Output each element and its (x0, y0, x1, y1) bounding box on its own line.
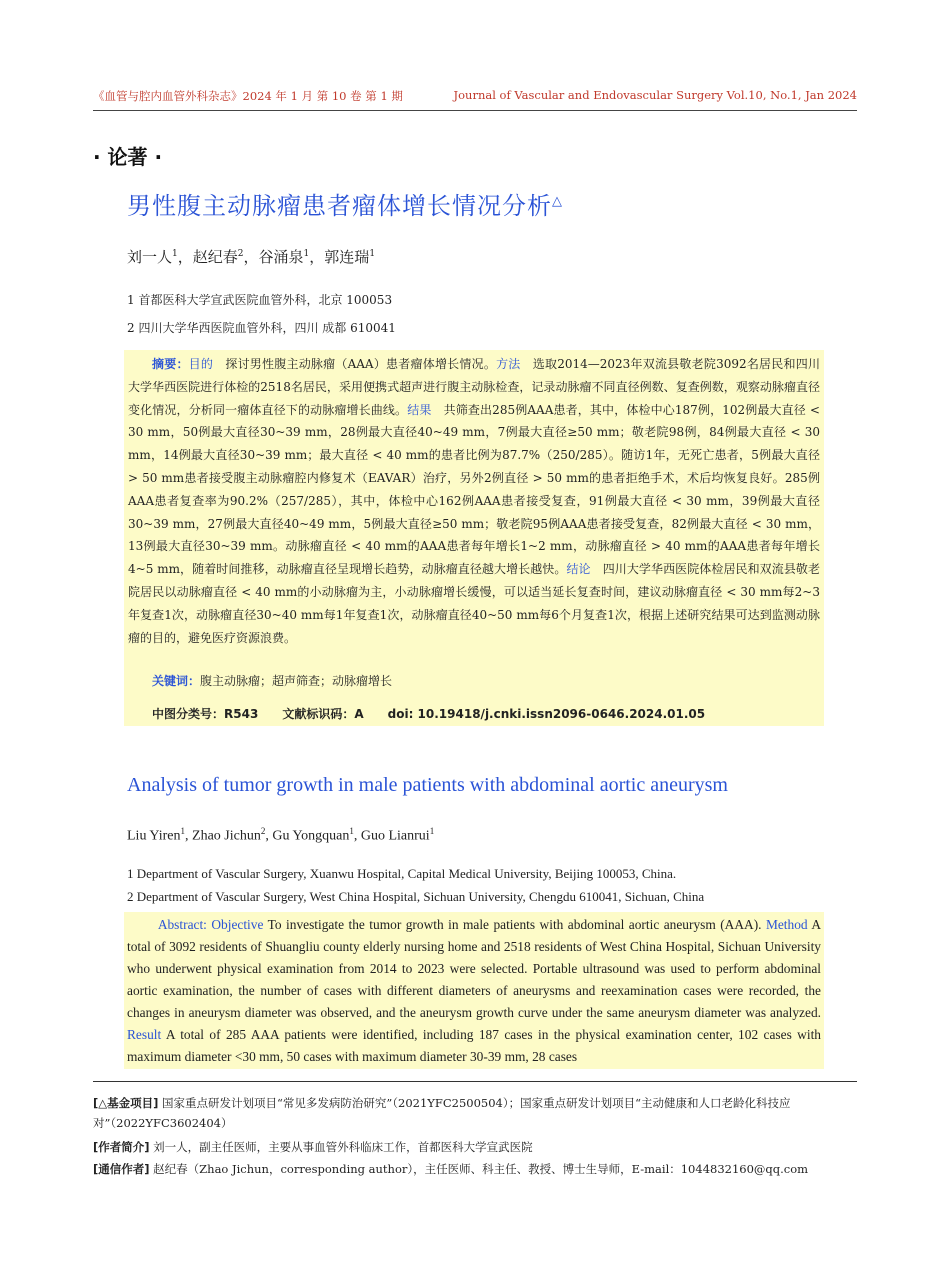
conclusion-text: 四川大学华西医院体检居民和双流县敬老院居民以动脉瘤直径 < 40 mm的小动脉瘤为主，小动脉瘤增长缓慢，可以适当延长复查时间，建议动脉瘤直径 < 30 mm每2~3年复查1次，动脉瘤直径30~40 mm每1年复查1次，动脉瘤直径40~50 mm每6个月复查1次，根据上述研究结果可达到监测动脉瘤的目的，避免医疗资源浪费。 (128, 562, 820, 645)
authors-cn: 刘一人$^1$，赵纪春$^2$，谷涌泉$^1$，郭连瑞$^1$ (127, 248, 376, 266)
result-label: 结果 (407, 402, 432, 417)
method-en-text: A total of 3092 residents of Shuangliu county elderly nursing home and 2518 residents of West China Hospital, Sichuan University who underwent physical examination from 2014 to 2023 were selected. Portable ultrasound was used to perform abdominal aortic examination, the number of cases with different diameters of aneurysms and reexamination cases were recorded, the changes in aneurysm diameter was observed, and the aneurysm growth curve under the same aneurysm diameter was analyzed. (127, 917, 821, 1020)
footnote-corresponding (93, 1159, 857, 1179)
result-text: 共筛查出285例AAA患者，其中，体检中心187例，102例最大直径 < 30 mm，50例最大直径30~39 mm，28例最大直径40~49 mm，7例最大直径≥50 mm；敬老院98例，84例最大直径 < 30 mm，14例最大直径30~39 mm；最大直径 < 40 mm的患者比例为87.7%（250/285）。随访1年，无死亡患者，5例最大直径 > 50 mm患者接受腹主动脉瘤腔内修复术（EAVAR）治疗，另外2例直径 > 50 mm的患者拒绝手术，术后均恢复良好。285例AAA患者复查率为90.2%（257/285），其中，体检中心162例AAA患者接受复查，91例最大直径 < 30 mm，39例最大直径30~39 mm，27例最大直径40~49 mm，5例最大直径≥50 mm；敬老院95例AAA患者接受复查，82例最大直径 < 30 mm，13例最大直径30~39 mm。动脉瘤直径 < 40 mm的AAA患者每年增长1~2 mm，动脉瘤直径 > 40 mm的AAA患者每年增长4~5 mm，随着时间推移，动脉瘤直径呈现增长趋势，动脉瘤直径越大增长越快。 (128, 402, 820, 577)
footnote-author-bio (93, 1137, 857, 1157)
author-cn: 刘一人 (127, 248, 173, 266)
author-cn: 赵纪春 (192, 248, 238, 266)
author-affil-sup: 1 (172, 249, 178, 259)
abstract-cn-box (124, 350, 824, 726)
abstract-en-body (127, 914, 821, 1068)
author-affil-sup: 1 (180, 826, 186, 836)
affiliation-en-1: 1 Department of Vascular Surgery, Xuanwu Hospital, Capital Medical University, Beijing 100053, China. (127, 866, 677, 881)
author-en: Guo Lianrui (360, 828, 430, 844)
keywords-text: 腹主动脉瘤；超声筛查；动脉瘤增长 (200, 674, 393, 688)
objective-en-label: Objective (211, 917, 264, 932)
header-journal-en: Journal of Vascular and Endovascular Surgery Vol.10, No.1, Jan 2024 (453, 88, 857, 102)
author-affil-sup: 1 (429, 826, 435, 836)
affiliation-cn-1: 1 首都医科大学宣武医院血管外科，北京 100053 (127, 293, 393, 307)
abstract-cn-label: 摘要： (152, 357, 189, 371)
footnote-label: [△基金项目] (93, 1096, 159, 1110)
footnote-funding (93, 1093, 857, 1133)
author-affil-sup: 1 (369, 249, 376, 259)
objective-text: 探讨男性腹主动脉瘤（AAA）患者瘤体增长情况。 (225, 357, 497, 371)
abstract-cn-body (128, 353, 820, 649)
author-cn: 郭连瑞 (324, 248, 370, 266)
keywords-label: 关键词： (152, 674, 201, 688)
running-header (93, 86, 857, 111)
conclusion-label: 结论 (566, 562, 591, 577)
article-title-en: Analysis of tumor growth in male patients with abdominal aortic aneurysm (127, 774, 728, 796)
doi: doi: 10.19418/j.cnki.issn2096-0646.2024.01.05 (387, 707, 706, 721)
section-label: · 论著 · (93, 145, 163, 169)
title-cn-text: 男性腹主动脉瘤患者瘤体增长情况分析 (127, 192, 552, 220)
clc-number: 中图分类号：R543 (152, 707, 259, 721)
document-code: 文献标识码：A (282, 707, 364, 721)
classification-line (128, 703, 820, 726)
affiliation-en-2: 2 Department of Vascular Surgery, West China Hospital, Sichuan University, Chengdu 610041, Sichuan, China (127, 889, 705, 904)
footnote-text: 刘一人，副主任医师，主要从事血管外科临床工作，首都医科大学宣武医院 (153, 1140, 533, 1154)
abstract-en-box (124, 912, 824, 1069)
author-en: Zhao Jichun (192, 828, 261, 844)
author-affil-sup: 2 (260, 826, 266, 836)
footnote-text: 赵纪春（Zhao Jichun，corresponding author），主任医师、科主任、教授、博士生导师，E-mail：1044832160@qq.com (153, 1162, 809, 1176)
result-en-text: A total of 285 AAA patients were identified, including 187 cases in the physical examination center, 102 cases with maximum diameter <30 mm, 50 cases with maximum diameter 30-39 mm, 28 cases (127, 1027, 821, 1064)
fund-mark: △ (552, 194, 563, 209)
author-affil-sup: 2 (237, 249, 244, 259)
footnote-label: [作者简介] (93, 1140, 150, 1154)
method-en-label: Method (765, 917, 808, 932)
method-text: 选取2014—2023年双流县敬老院3092名居民和四川大学华西医院进行体检的2518名居民，采用便携式超声进行腹主动脉检查，记录动脉瘤不同直径例数、复查例数，观察动脉瘤直径变化情况，分析同一瘤体直径下的动脉瘤增长曲线。 (128, 357, 820, 417)
author-cn: 谷涌泉 (258, 248, 304, 266)
result-en-label: Result (127, 1027, 162, 1042)
header-journal-cn: 《血管与腔内血管外科杂志》2024 年 1 月 第 10 卷 第 1 期 (93, 89, 403, 103)
article-title-cn (127, 186, 563, 221)
objective-en-text: To investigate the tumor growth in male patients with abdominal aortic aneurysm (AAA). (267, 917, 762, 932)
authors-en: Liu Yiren$^1$, Zhao Jichun$^2$, Gu Yongquan$^1$, Guo Lianrui$^1$ (127, 826, 435, 844)
method-label: 方法 (496, 357, 521, 371)
footnote-text: 国家重点研发计划项目“常见多发病防治研究”（2021YFC2500504）；国家重点研发计划项目“主动健康和人口老龄化科技应对”（2022YFC3602404） (93, 1096, 791, 1130)
affiliation-cn-2: 2 四川大学华西医院血管外科，四川 成都 610041 (127, 321, 396, 335)
keywords-line (128, 670, 820, 693)
footnote-label: [通信作者] (93, 1162, 150, 1176)
objective-label: 目的 (188, 357, 214, 371)
author-affil-sup: 1 (303, 249, 310, 259)
abstract-en-label: Abstract: (157, 917, 207, 932)
footnote-divider (93, 1081, 857, 1082)
author-en: Liu Yiren (127, 828, 181, 844)
author-en: Gu Yongquan (272, 828, 350, 844)
author-affil-sup: 1 (349, 826, 354, 836)
